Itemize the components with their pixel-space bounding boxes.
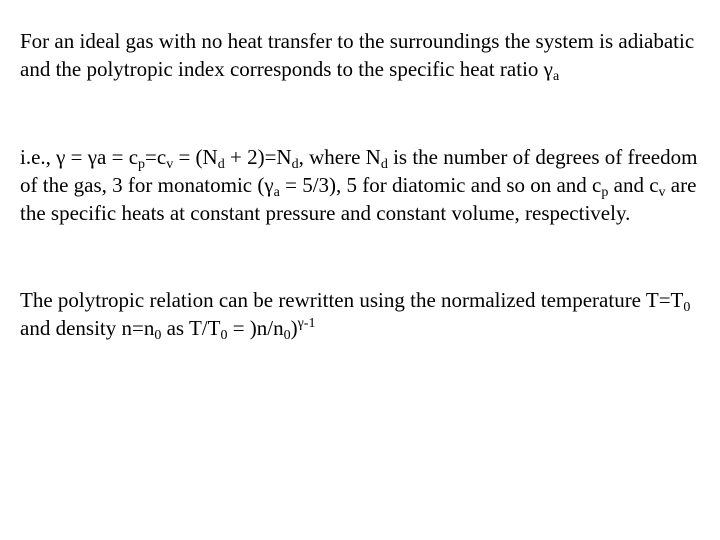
subscript: 0 — [220, 328, 228, 343]
paragraph-text: For an ideal gas with no heat transfer to the surroundings the system is adiabatic and the polytropic index corresponds to the specific heat ratio γ — [20, 29, 695, 81]
paragraph-adiabatic-intro — [20, 27, 700, 83]
subscript: v — [658, 185, 666, 200]
subscript: v — [166, 157, 174, 172]
paragraph-text: and density n=n — [20, 316, 155, 340]
paragraph-text: i.e., γ = γa = c — [20, 145, 139, 169]
paragraph-polytropic-relation — [20, 286, 700, 342]
paragraph-text: and c — [608, 173, 659, 197]
superscript-exponent: γ-1 — [297, 316, 316, 331]
subscript: a — [273, 185, 280, 200]
paragraph-text: = (N — [173, 145, 218, 169]
subscript: 0 — [283, 328, 291, 343]
subscript: a — [552, 69, 560, 84]
subscript: d — [291, 157, 299, 172]
paragraph-text: are the specific heats at constant pressure and constant volume, respectively. — [20, 173, 697, 225]
paragraph-text: as T/T — [161, 316, 221, 340]
subscript: d — [380, 157, 388, 172]
paragraph-specific-heat-ratio — [20, 143, 700, 227]
paragraph-text: = 5/3), 5 for diatomic and so on and c — [279, 173, 602, 197]
subscript: d — [217, 157, 225, 172]
paragraph-text: = )n/n — [227, 316, 284, 340]
paragraph-text: is the number of degrees of freedom of the gas, 3 for monatomic (γ — [20, 145, 698, 197]
subscript: 0 — [154, 328, 162, 343]
paragraph-text: ) — [290, 316, 298, 340]
subscript: p — [138, 157, 146, 172]
paragraph-text: The polytropic relation can be rewritten using the normalized temperature T=T — [20, 288, 684, 312]
subscript: 0 — [683, 300, 691, 315]
paragraph-text: , where N — [298, 145, 381, 169]
subscript: p — [601, 185, 609, 200]
paragraph-text: + 2)=N — [224, 145, 292, 169]
paragraph-text: =c — [145, 145, 167, 169]
